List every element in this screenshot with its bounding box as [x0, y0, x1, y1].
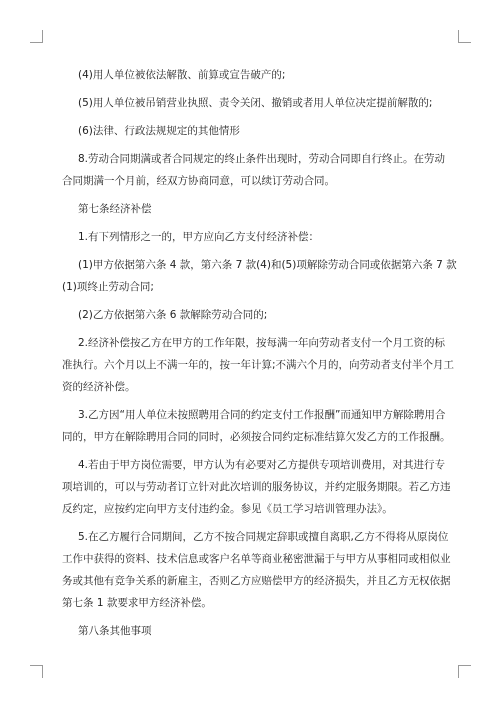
clause-item-5: (5)用人单位被吊销营业执照、责令关闭、撤销或者用人单位决定提前解散的;: [78, 97, 433, 109]
crop-mark-bottom-left: [30, 665, 43, 678]
paragraph-line: 务或其他有竞争关系的新雇主，否则乙方应赔偿甲方的经济损失，并且乙方无权依据: [62, 575, 451, 587]
paragraph-line: 4.若由于甲方岗位需要，甲方认为有必要对乙方提供专项培训费用，对其进行专: [78, 459, 446, 471]
clause-7-1-item-1: [62, 254, 457, 298]
clause-item-6: (6)法律、行政法规规定的其他情形: [78, 125, 240, 137]
crop-mark-top-right: [458, 30, 471, 43]
paragraph-7-4: [62, 454, 451, 520]
paragraph-line: 第七条 1 款要求甲方经济补偿。: [62, 597, 212, 609]
crop-mark-top-left: [30, 30, 43, 43]
paragraph-line: 同的，甲方在解除聘用合同的同时，必须按合同约定标准结算欠发乙方的工作报酬。: [62, 431, 451, 443]
paragraph-line: 8.劳动合同期满或者合同规定的终止条件出现时，劳动合同即自行终止。在劳动: [78, 153, 446, 165]
paragraph-line: 准执行。六个月以上不满一年的，按一年计算;不满六个月的，向劳动者支付半个月工: [62, 359, 455, 371]
document-body: [62, 64, 457, 648]
paragraph-8: [62, 148, 446, 192]
paragraph-line: 反约定，应按约定向甲方支付违约金。参见《员工学习培训管理办法》。: [62, 503, 393, 515]
paragraph-line: 项培训的，可以与劳动者订立针对此次培训的服务协议，并约定服务期限。若乙方违: [62, 481, 451, 493]
section-heading-article-7: 第七条经济补偿: [78, 203, 152, 215]
paragraph-line: 2.经济补偿按乙方在甲方的工作年限，按每满一年向劳动者支付一个月工资的标: [78, 337, 446, 349]
paragraph-7-1: 1.有下列情形之一的，甲方应向乙方支付经济补偿：: [78, 231, 320, 243]
paragraph-7-5: [62, 526, 451, 614]
clause-item-4: (4)用人单位被依法解散、前算或宣告破产的;: [78, 69, 286, 81]
paragraph-line: 合同期满一个月前，经双方协商同意，可以续订劳动合同。: [62, 175, 335, 187]
paragraph-line: 5.在乙方履行合同期间，乙方不按合同规定辞职或擅自离职,乙方不得将从原岗位: [78, 531, 449, 543]
crop-mark-bottom-right: [458, 665, 471, 678]
paragraph-line: 3.乙方因“用人单位未按照聘用合同的约定支付工作报酬”而通知甲方解除聘用合: [78, 409, 446, 421]
paragraph-7-3: [62, 404, 451, 448]
paragraph-line: 资的经济补偿。: [62, 381, 136, 393]
section-heading-article-8: 第八条其他事项: [78, 625, 152, 637]
clause-7-1-item-2: (2)乙方依据第六条 6 款解除劳动合同的;: [78, 309, 268, 321]
paragraph-line: 工作中获得的资料、技术信息或客户名单等商业秘密泄漏于与甲方从事相同或相似业: [62, 553, 451, 565]
paragraph-7-2: [62, 332, 455, 398]
paragraph-line: (1)项终止劳动合同;: [62, 281, 154, 293]
paragraph-line: (1)甲方依据第六条 4 款，第六条 7 款(4)和(5)项解除劳动合同或依据第六条 7 款: [78, 259, 457, 271]
